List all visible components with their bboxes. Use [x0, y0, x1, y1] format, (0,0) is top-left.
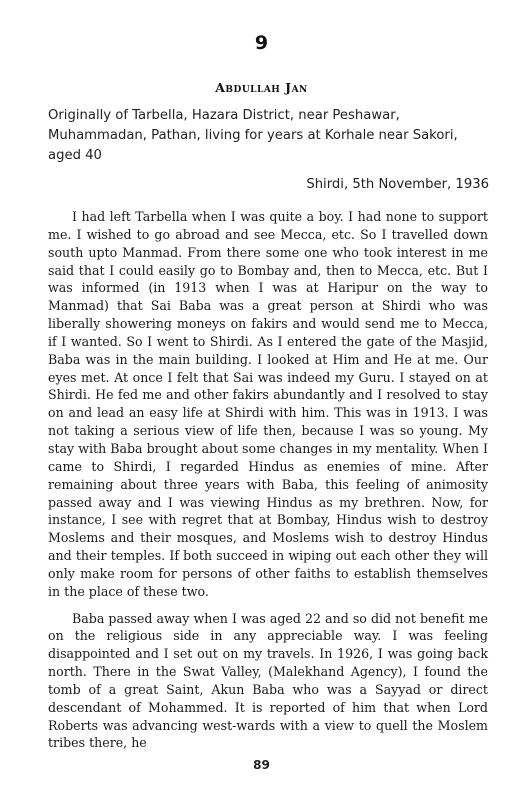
chapter-title: Abdullah Jan: [215, 80, 308, 95]
chapter-number: 9: [254, 32, 269, 54]
intro-description: Originally of Tarbella, Hazara District, near Peshawar, Muhammadan, Pathan, living for years at Korhale near Sakori, aged 40: [48, 108, 458, 163]
paragraph: I had left Tarbella when I was quite a boy. I had none to support me. I wished to go abroad and see Mecca, etc. So I travelled down south upto Manmad. From there some one who took interest in me said that I could easily go to Bombay and, then to Mecca, etc. But I was informed (in 1913 when I was at Haripur on the way to Manmad) that Sai Baba was a great person at Shirdi who was liberally showering moneys on fakirs and would send me to Mecca, if I wanted. So I went to Shirdi. As I entered the gate of the Masjid, Baba was in the main building. I looked at Him and He at me. Our eyes met. At once I felt that Sai was indeed my Guru. I stayed on at Shirdi. He fed me and other fakirs abundantly and I resolved to stay on and lead an easy life at Shirdi with him. This was in 1913. I was not taking a serious view of life then, because I was so young. My stay with Baba brought about some changes in my mentality. When I came to Shirdi, I regarded Hindus as enemies of mine. After remaining about three years with Baba, this feeling of animosity passed away and I was viewing Hindus as my brethren. Now, for instance, I see with regret that at Bombay, Hindus wish to destroy Moslems and their mosques, and Moslems wish to destroy Hindus and their temples. If both succeed in wiping out each other they will only make room for persons of other faiths to establish themselves in the place of these two.: [48, 209, 488, 599]
paragraph: Baba passed away when I was aged 22 and so did not benefit me on the religious side in any appreciable way. I was feeling disappointed and I set out on my travels. In 1926, I was going back north. There in the Swat Valley, (Malekhand Agency), I found the tomb of a great Saint, Akun Baba who was a Sayyad or direct descendant of Mohammed. It is reported of him that when Lord Roberts was advancing west-wards with a view to quell the Moslem tribes there, he: [48, 610, 488, 751]
page-number: 89: [253, 758, 270, 772]
body-text: [48, 208, 488, 752]
dateline: Shirdi, 5th November, 1936: [306, 177, 489, 192]
